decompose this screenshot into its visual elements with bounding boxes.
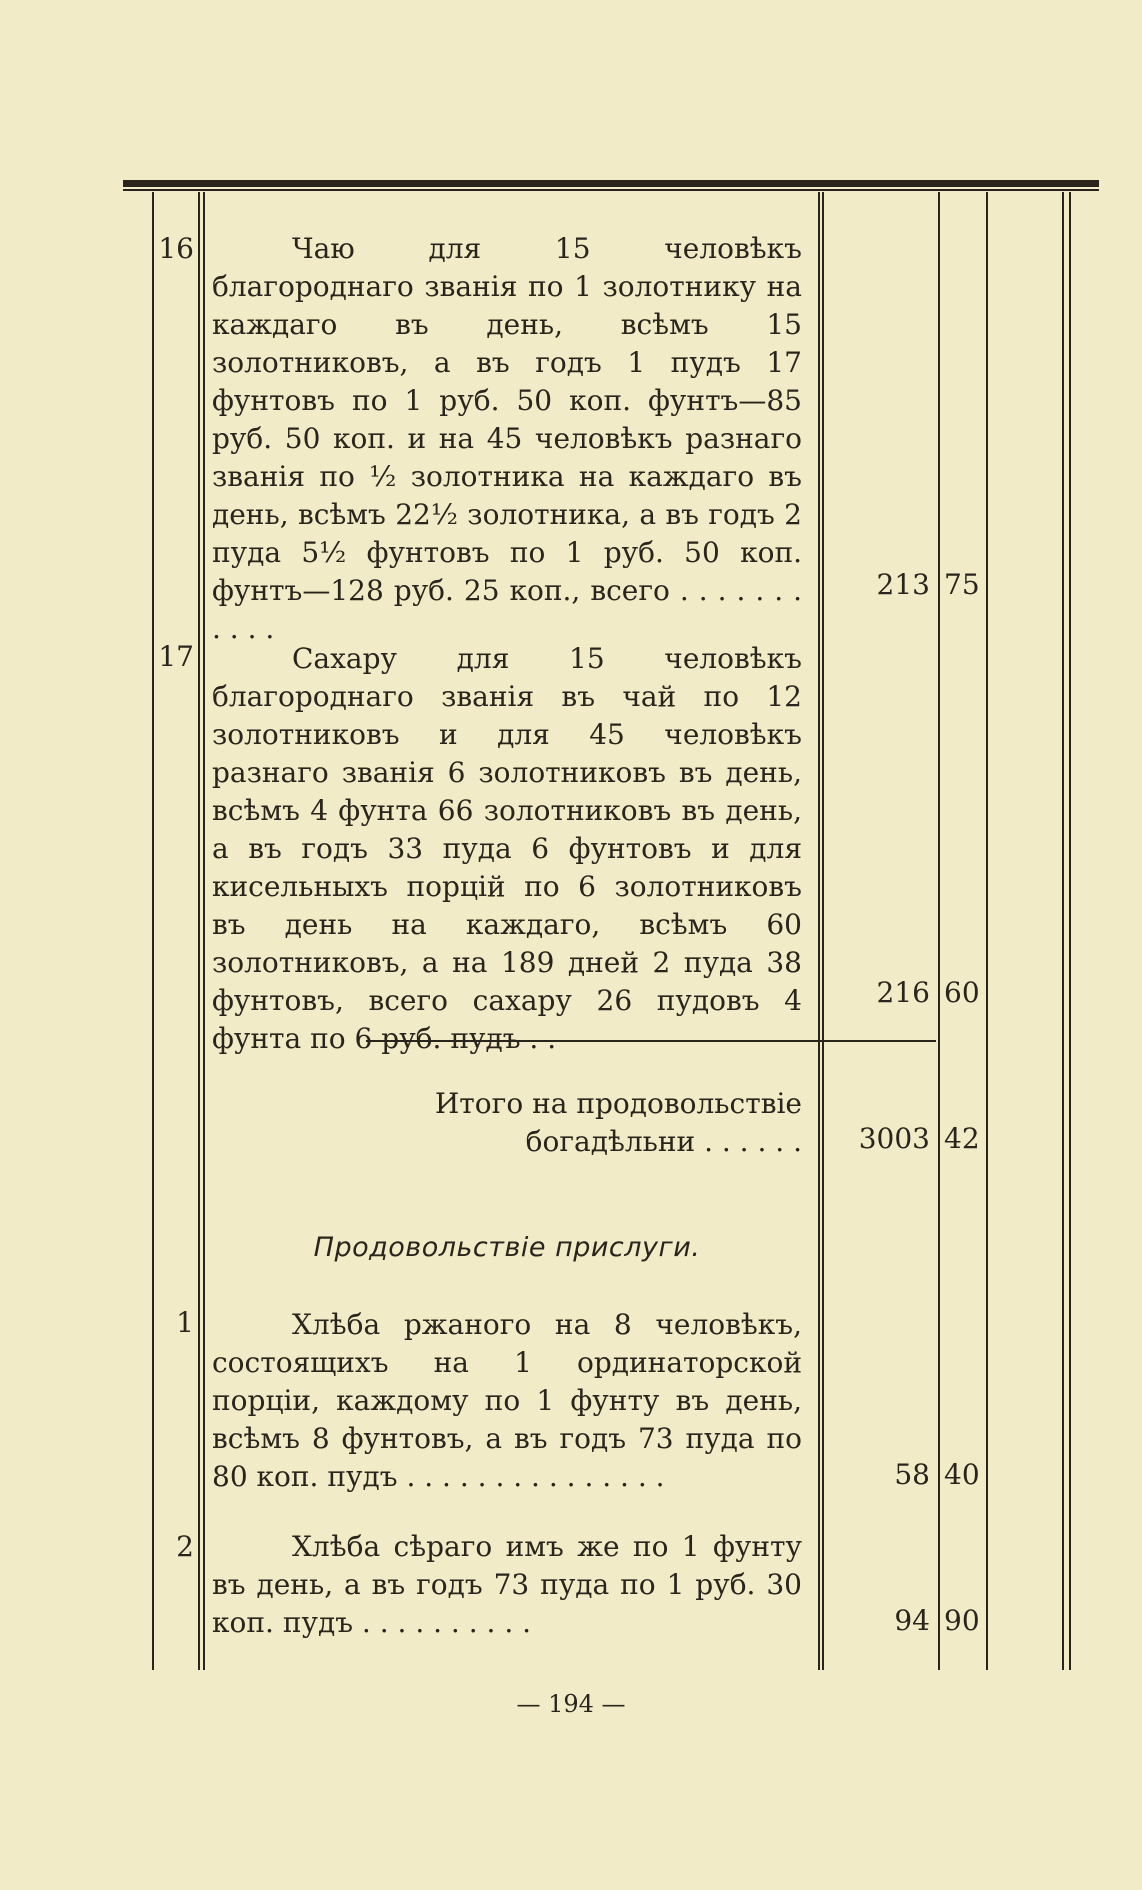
amount-kopecks: 40	[944, 1458, 980, 1491]
top-rule-thin	[123, 189, 1099, 191]
column-line	[203, 192, 205, 1670]
amount-rubles: 94	[894, 1604, 930, 1637]
total-kopecks: 42	[944, 1122, 980, 1155]
entry-text	[212, 640, 802, 1058]
total-label-line1: Итого на продовольствіе	[434, 1087, 802, 1120]
top-rule	[123, 180, 1099, 187]
column-line	[986, 192, 988, 1670]
amount-kopecks: 90	[944, 1604, 980, 1637]
column-line	[1062, 192, 1064, 1670]
entry-number: 2	[176, 1530, 194, 1563]
column-line	[938, 192, 940, 1670]
entry-text	[212, 230, 802, 648]
column-line	[152, 192, 154, 1670]
column-line	[818, 192, 820, 1670]
amount-rubles: 213	[876, 568, 930, 601]
column-line	[198, 192, 200, 1670]
total-rubles: 3003	[858, 1122, 930, 1155]
entry-text-body: Чаю для 15 человѣкъ благороднаго званія по 1 золотнику на каждаго въ день, всѣмъ 15 золотниковъ, а въ годъ 1 пудъ 17 фунтовъ по 1 руб. 50 коп. фунтъ—85 руб. 50 коп. и на 45 человѣкъ разнаго званія по ½ золотника на каждаго въ день, всѣмъ 22½ золотника, а въ годъ 2 пуда 5½ фунтовъ по 1 руб. 50 коп. фунтъ—128 руб. 25 коп., всего . . . . . . . . . . .	[212, 232, 802, 645]
amount-rubles: 58	[894, 1458, 930, 1491]
entry-text	[212, 1528, 802, 1642]
entry-text-body: Хлѣба сѣраго имъ же по 1 фунту въ день, а въ годъ 73 пуда по 1 руб. 30 коп. пудъ . . . . . . . . . .	[212, 1530, 802, 1639]
total-label-line2: богадѣльни . . . . . .	[525, 1125, 802, 1158]
section-heading: Продовольствіе прислуги.	[313, 1232, 701, 1263]
entry-number: 16	[158, 232, 194, 265]
amount-kopecks: 60	[944, 976, 980, 1009]
entry-number: 1	[176, 1306, 194, 1339]
entry-text	[212, 1306, 802, 1496]
column-line	[1069, 192, 1071, 1670]
entry-number: 17	[158, 640, 194, 673]
page-number: — 194 —	[516, 1690, 626, 1718]
column-line	[822, 192, 824, 1670]
amount-rubles: 216	[876, 976, 930, 1009]
amount-kopecks: 75	[944, 568, 980, 601]
entry-text-body: Сахару для 15 человѣкъ благороднаго званія въ чай по 12 золотниковъ и для 45 человѣкъ разнаго званія 6 золотниковъ въ день, всѣмъ 4 фунта 66 золотниковъ въ день, а въ годъ 33 пуда 6 фунтовъ и для кисельныхъ порцій по 6 золотниковъ въ день на каждаго, всѣмъ 60 золотниковъ, а на 189 дней 2 пуда 38 фунтовъ, всего сахару 26 пудовъ 4 фунта по 6 руб. пудъ . .	[212, 642, 802, 1055]
entry-text-body: Хлѣба ржаного на 8 человѣкъ, состоящихъ на 1 ординаторской порціи, каждому по 1 фунту въ день, всѣмъ 8 фунтовъ, а въ годъ 73 пуда по 80 коп. пудъ . . . . . . . . . . . . . . .	[212, 1308, 802, 1493]
